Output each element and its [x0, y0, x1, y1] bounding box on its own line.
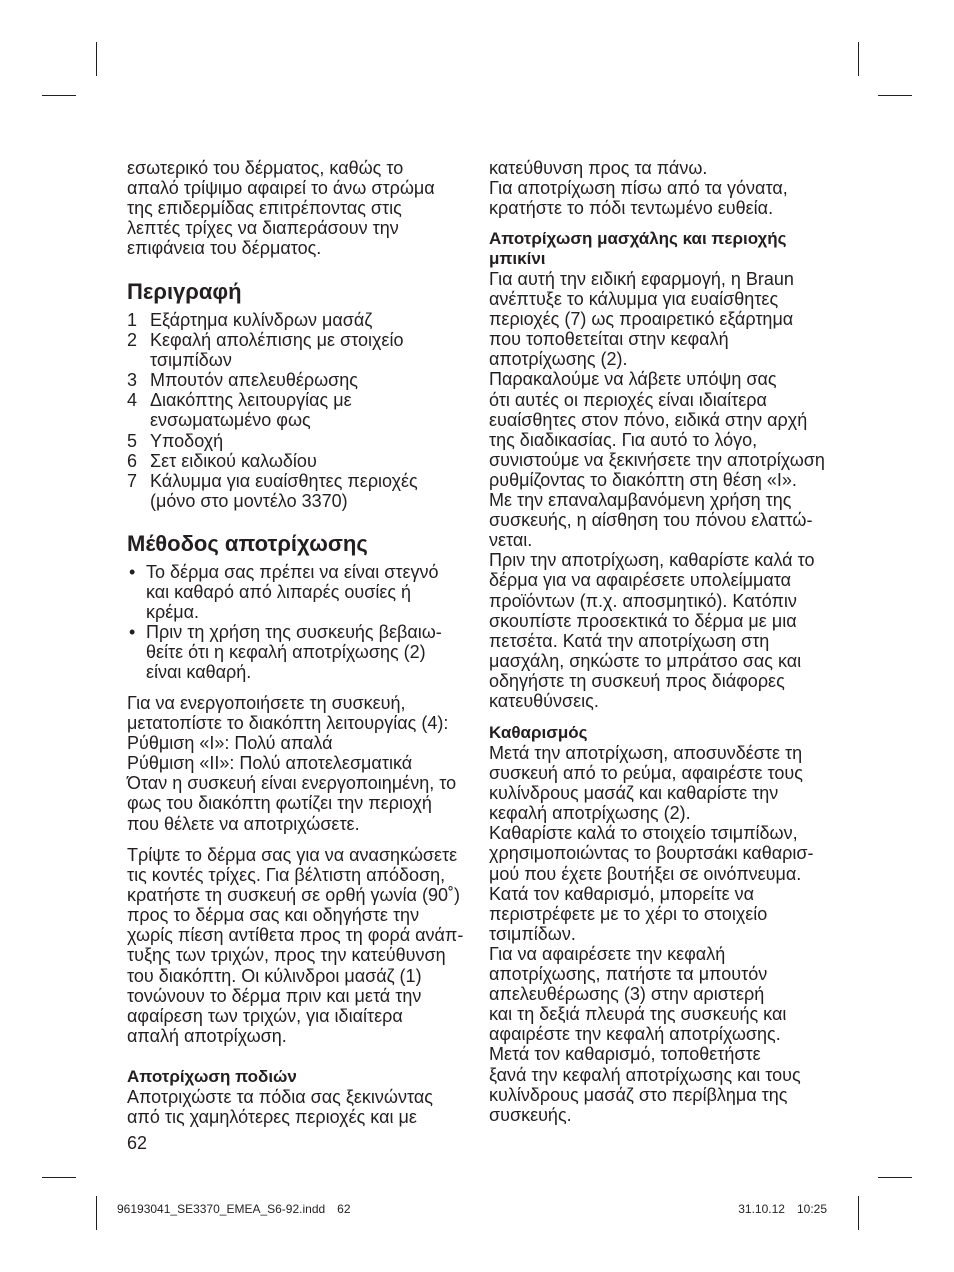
heading-line: μπικίνι: [489, 249, 546, 269]
paragraph-line: ξανά την κεφαλή αποτρίχωσης και τους: [489, 1064, 801, 1085]
paragraph-line: αποτρίχωσης (2).: [489, 349, 628, 370]
paragraph-line: αφαίρεση των τριχών, για ιδιαίτερα: [127, 1005, 403, 1026]
item-number: 6: [127, 450, 138, 471]
bullet-item: [127, 562, 442, 622]
crop-mark-top-right-horizontal: [878, 95, 912, 96]
paragraph-line: αφαιρέστε την κεφαλή αποτρίχωσης.: [489, 1024, 781, 1045]
crop-mark-bottom-right-vertical: [858, 1196, 859, 1230]
cleaning-heading: Καθαρισμός: [489, 723, 588, 742]
crop-mark-top-left-horizontal: [42, 95, 76, 96]
legs-paragraph: [127, 1087, 433, 1127]
crop-mark-bottom-left-vertical: [96, 1196, 97, 1230]
paragraph-line: ευαίσθητες στον πόνο, ειδικά στην αρχή: [489, 409, 808, 430]
paragraph-line: Όταν η συσκευή είναι ενεργοποιημένη, το: [127, 773, 457, 794]
paragraph-line: συσκευής.: [489, 1104, 572, 1125]
paragraph-line: τονώνουν το δέρμα πριν και μετά την: [127, 985, 422, 1006]
paragraph-line: Καθαρίστε καλά το στοιχείο τσιμπίδων,: [489, 823, 798, 844]
footer-date: 31.10.12: [738, 1202, 785, 1216]
paragraph-line: κυλίνδρους μασάζ και καθαρίστε την: [489, 783, 779, 804]
intro-line: επιφάνεια του δέρματος.: [127, 238, 322, 259]
item-line: Μπουτόν απελευθέρωσης: [150, 370, 358, 391]
description-item: [127, 390, 418, 430]
intro-paragraph: [127, 158, 435, 258]
paragraph-line: απελευθέρωσης (3) στην αριστερή: [489, 984, 765, 1005]
item-line: Κάλυμμα για ευαίσθητες περιοχές: [150, 470, 418, 491]
paragraph-line: σκουπίστε προσεκτικά το δέρμα με μια: [489, 610, 797, 631]
intro-line: εσωτερικό του δέρματος, καθώς το: [127, 158, 404, 178]
technique-paragraph: [127, 845, 463, 1046]
paragraph-line: ότι αυτές οι περιοχές είναι ιδιαίτερα: [489, 389, 767, 410]
paragraph-line: μετατοπίστε το διακόπτη λειτουργίας (4):: [127, 713, 449, 734]
bullet-line: κρέμα.: [146, 602, 200, 623]
paragraph-line: τυξης των τριχών, προς την κατεύθυνση: [127, 945, 446, 966]
bullet-item: [127, 622, 442, 682]
paragraph-line: ανέπτυξε το κάλυμμα για ευαίσθητες: [489, 289, 779, 310]
paragraph-line: μού που έχετε βουτήξει σε οινόπνευμα.: [489, 863, 802, 884]
description-item: [127, 330, 418, 370]
paragraph-line: Παρακαλούμε να λάβετε υπόψη σας: [489, 369, 777, 390]
item-number: 2: [127, 330, 138, 351]
paragraph-line: συσκευή από το ρεύμα, αφαιρέστε τους: [489, 763, 803, 784]
paragraph-line: συνιστούμε να ξεκινήσετε την αποτρίχωση: [489, 449, 825, 470]
item-number: 4: [127, 390, 138, 411]
footer-file-slug: [117, 1202, 351, 1216]
page-number: 62: [127, 1133, 148, 1153]
paragraph-line: τις κοντές τρίχες. Για βέλτιστη απόδοση,: [127, 865, 446, 886]
cleaning-paragraph: [489, 743, 813, 1125]
paragraph-line: Τρίψτε το δέρμα σας για να ανασηκώσετε: [127, 845, 458, 865]
bullet-line: Το δέρμα σας πρέπει να είναι στεγνό: [146, 562, 439, 582]
item-number: 5: [127, 430, 138, 451]
footer-file-name: 96193041_SE3370_EMEA_S6-92.indd: [117, 1202, 326, 1216]
method-bullet-list: [127, 562, 442, 683]
paragraph-line: ρυθμίζοντας το διακόπτη στη θέση «I».: [489, 469, 797, 490]
bullet-line: είναι καθαρή.: [146, 662, 252, 683]
description-item: [127, 471, 418, 511]
paragraph-line: από τις χαμηλότερες περιοχές και με: [127, 1107, 417, 1128]
crop-mark-bottom-left-horizontal: [42, 1177, 76, 1178]
description-item: [127, 431, 418, 451]
paragraph-line: της διαδικασίας. Για αυτό το λόγο,: [489, 429, 758, 450]
paragraph-line: απαλή αποτρίχωση.: [127, 1025, 287, 1046]
paragraph-line: χωρίς πίεση αντίθετα προς τη φορά ανάπ-: [127, 925, 464, 946]
paragraph-line: προς το δέρμα σας και οδηγήστε την: [127, 905, 420, 926]
paragraph-line: Πριν την αποτρίχωση, καθαρίστε καλά το: [489, 550, 815, 571]
item-line: Κεφαλή απολέπισης με στοιχείο: [150, 330, 404, 351]
item-number: 7: [127, 470, 138, 491]
description-item: [127, 370, 418, 390]
paragraph-line: μασχάλη, σηκώστε το μπράτσο σας και: [489, 650, 802, 671]
bullet-line: Πριν τη χρήση της συσκευής βεβαιω-: [146, 622, 442, 643]
underarm-paragraph: [489, 269, 825, 711]
item-line: Διακόπτης λειτουργίας με: [150, 390, 352, 411]
paragraph-line: συσκευής, η αίσθηση του πόνου ελαττώ-: [489, 510, 813, 531]
footer-file-page: 62: [337, 1202, 351, 1216]
paragraph-line: κεφαλή αποτρίχωσης (2).: [489, 803, 691, 824]
paragraph-line: περιστρέφετε με το χέρι το στοιχείο: [489, 903, 768, 924]
footer-time: 10:25: [796, 1202, 827, 1216]
item-line: Εξάρτημα κυλίνδρων μασάζ: [150, 310, 373, 330]
description-item: [127, 451, 418, 471]
paragraph-line: που τοποθετείται στην κεφαλή: [489, 329, 729, 350]
paragraph-line: Ρύθμιση «I»: Πολύ απαλά: [127, 733, 333, 754]
bullet-icon: •: [129, 622, 136, 643]
paragraph-line: πετσέτα. Κατά την αποτρίχωση στη: [489, 630, 770, 651]
paragraph-line: τσιμπίδων.: [489, 923, 576, 944]
paragraph-line: κρατήστε το πόδι τεντωμένο ευθεία.: [489, 198, 774, 219]
paragraph-line: Για αυτή την ειδική εφαρμογή, η Braun: [489, 269, 794, 289]
underarm-heading: [489, 229, 787, 269]
legs-paragraph-continued: [489, 158, 788, 218]
footer-timestamp: [738, 1202, 827, 1216]
paragraph-line: κυλίνδρους μασάζ στο περίβλημα της: [489, 1084, 788, 1105]
paragraph-line: κατευθύνσεις.: [489, 690, 599, 711]
crop-mark-top-right-vertical: [858, 42, 859, 76]
paragraph-line: Μετά τον καθαρισμό, τοποθετήστε: [489, 1044, 761, 1065]
item-line: (μόνο στο μοντέλο 3370): [150, 490, 348, 511]
item-number: 1: [127, 310, 138, 330]
intro-line: απαλό τρίψιμο αφαιρεί το άνω στρώμα: [127, 178, 435, 199]
bullet-line: και καθαρό από λιπαρές ουσίες ή: [146, 582, 412, 603]
intro-line: λεπτές τρίχες να διαπεράσουν την: [127, 218, 399, 239]
paragraph-line: του διακόπτη. Οι κύλινδροι μασάζ (1): [127, 965, 422, 986]
legs-heading: Αποτρίχωση ποδιών: [127, 1067, 297, 1086]
crop-mark-top-left-vertical: [96, 42, 97, 76]
paragraph-line: χρησιμοποιώντας το βουρτσάκι καθαρισ-: [489, 843, 814, 864]
paragraph-line: Για αποτρίχωση πίσω από τα γόνατα,: [489, 178, 788, 199]
paragraph-line: οδηγήστε τη συσκευή προς διάφορες: [489, 670, 785, 691]
paragraph-line: φως του διακόπτη φωτίζει την περιοχή: [127, 793, 432, 814]
paragraph-line: κρατήστε τη συσκευή σε ορθή γωνία (90˚): [127, 885, 460, 906]
paragraph-line: αποτρίχωσης, πατήστε τα μπουτόν: [489, 964, 768, 985]
bullet-icon: •: [129, 562, 136, 582]
switch-paragraph: [127, 693, 456, 834]
paragraph-line: Με την επαναλαμβανόμενη χρήση της: [489, 490, 792, 511]
item-line: ενσωματωμένο φως: [150, 410, 311, 431]
item-line: Σετ ειδικού καλωδίου: [150, 450, 317, 471]
paragraph-line: που θέλετε να αποτριχώσετε.: [127, 813, 360, 834]
item-line: Υποδοχή: [150, 430, 224, 451]
crop-mark-bottom-right-horizontal: [878, 1177, 912, 1178]
paragraph-line: Κατά τον καθαρισμό, μπορείτε να: [489, 883, 755, 904]
paragraph-line: Για να αφαιρέσετε την κεφαλή: [489, 943, 726, 964]
paragraph-line: Για να ενεργοποιήσετε τη συσκευή,: [127, 693, 406, 713]
method-heading: Μέθοδος αποτρίχωσης: [127, 531, 368, 556]
paragraph-line: νεται.: [489, 530, 533, 551]
description-heading: Περιγραφή: [127, 279, 242, 304]
paragraph-line: προϊόντων (π.χ. αποσμητικό). Κατόπιν: [489, 590, 797, 611]
paragraph-line: Μετά την αποτρίχωση, αποσυνδέστε τη: [489, 743, 803, 763]
paragraph-line: περιοχές (7) ως προαιρετικό εξάρτημα: [489, 309, 794, 330]
paragraph-line: κατεύθυνση προς τα πάνω.: [489, 158, 708, 178]
paragraph-line: δέρμα για να αφαιρέσετε υπολείμματα: [489, 570, 792, 591]
description-list: [127, 310, 418, 511]
heading-line: Αποτρίχωση μασχάλης και περιοχής: [489, 229, 787, 248]
intro-line: της επιδερμίδας επιτρέποντας στις: [127, 198, 402, 219]
paragraph-line: Αποτριχώστε τα πόδια σας ξεκινώντας: [127, 1087, 433, 1107]
description-item: [127, 310, 418, 330]
item-number: 3: [127, 370, 138, 391]
bullet-line: θείτε ότι η κεφαλή αποτρίχωσης (2): [146, 642, 426, 663]
paragraph-line: Ρύθμιση «II»: Πολύ αποτελεσματικά: [127, 753, 413, 774]
paragraph-line: και τη δεξιά πλευρά της συσκευής και: [489, 1004, 787, 1025]
item-line: τσιμπίδων: [150, 350, 232, 371]
